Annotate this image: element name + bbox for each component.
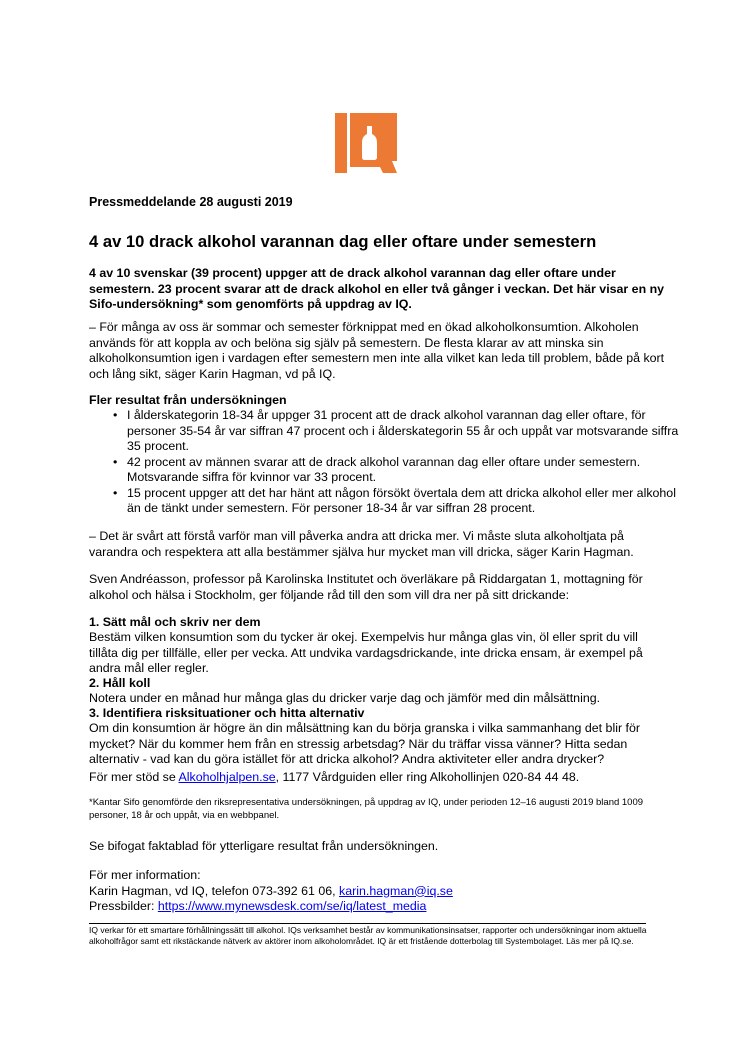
tip-2-title: 2. Håll koll (89, 676, 151, 690)
bullet-marker: • (113, 454, 118, 469)
list-item (89, 408, 679, 455)
survey-footnote: *Kantar Sifo genomförde den riksrepresentativa undersökningen, på uppdrag av IQ, under perioden 12–16 augusti 2019 bland 1009 personer, 18 år och uppåt, via en webbpanel. (89, 797, 644, 821)
quote-paragraph-1: – För många av oss är sommar och semester förknippat med en ökad alkoholkonsumtion. Alkoholen används för att koppla av och belöna sig själv på semestern. De flesta klarar av att minska sin alkoholkonsumtion igen i vardagen efter semestern men inte alla vilket kan leda till problem, både på kort och lång sikt, säger Karin Hagman, vd på IQ. (89, 320, 665, 381)
list-item-text: I ålderskategorin 18-34 år uppger 31 procent att de drack alkohol varannan dag eller oftare, för personer 35-54 år var siffran 47 procent och i ålderskategorin 55 år och uppåt var motsvarande siffra 35 procent. (127, 408, 679, 453)
tip-1-title: 1. Sätt mål och skriv ner dem (89, 615, 261, 629)
contact-heading: För mer information: (89, 868, 201, 882)
list-item-text: 42 procent av männen svarar att de drack alkohol varannan dag eller oftare under semestern. Motsvarande siffra för kvinnor var 33 procent. (127, 454, 641, 484)
alkoholhjalpen-link[interactable]: Alkoholhjalpen.se (178, 770, 276, 784)
bullet-marker: • (113, 485, 118, 500)
headline: 4 av 10 drack alkohol varannan dag eller oftare under semestern (89, 232, 597, 251)
press-images-line (89, 899, 669, 915)
support-paragraph (89, 770, 669, 786)
contact-email-link[interactable]: karin.hagman@iq.se (339, 883, 453, 898)
footer-divider (89, 923, 646, 924)
support-text-before: För mer stöd se (89, 770, 179, 784)
list-item (89, 455, 679, 486)
iq-logo (335, 112, 397, 174)
tip-1-text: Bestäm vilken konsumtion som du tycker är okej. Exempelvis hur många glas vin, öl eller sprit du vill tillåta dig per tillfälle, eller per vecka. Att undvika vardagsdrickande, inte dricka ensam, är exempel på andra mål eller regler. (89, 630, 643, 675)
results-list (89, 408, 679, 517)
contact-person-line (89, 884, 669, 900)
lead-paragraph: 4 av 10 svenskar (39 procent) uppger att de drack alkohol varannan dag eller oftare under semestern. 23 procent svarar att de drack alkohol en eller två gånger i veckan. Det här visar en ny Sifo-undersökning* som genomförts på uppdrag av IQ. (89, 266, 665, 311)
tip-2-text: Notera under en månad hur många glas du dricker varje dag och jämför med din målsättning. (89, 691, 601, 705)
quote-paragraph-2: – Det är svårt att förstå varför man vill påverka andra att dricka mer. Vi måste sluta alkoholtjata på varandra och respektera att alla bestämmer själva hur mycket man vill dricka, säger Karin Hagman. (89, 529, 634, 559)
attachment-note: Se bifogat faktablad för ytterligare resultat från undersökningen. (89, 839, 439, 853)
footer-about-iq: IQ verkar för ett smartare förhållningssätt till alkohol. IQs verksamhet består av kommunikationsinsatser, rapporter och undersökningar inom aktuella alkoholfrågor samt ett rikstäckande nätverk av aktörer inom alkoholområdet. IQ är ett fristående dotterbolag till Systembolaget. Läs mer på IQ.se. (89, 925, 647, 946)
press-images-link[interactable]: https://www.mynewsdesk.com/se/iq/latest_media (157, 899, 427, 913)
dateline: Pressmeddelande 28 augusti 2019 (89, 195, 293, 209)
list-item-text: 15 procent uppger att det har hänt att någon försökt övertala dem att dricka alkohol eller mer alkohol än de tänkt under semestern. För personer 18-34 år var siffran 28 procent. (127, 485, 676, 515)
bullet-marker: • (113, 408, 118, 422)
contact-person: Karin Hagman, vd IQ, telefon 073-392 61 06, (89, 883, 340, 898)
advisor-paragraph: Sven Andréasson, professor på Karolinska Institutet och överläkare på Riddargatan 1, mottagning för alkohol och hälsa i Stockholm, ger följande råd till den som vill dra ner på sitt drickande: (89, 572, 643, 602)
list-item (89, 486, 679, 517)
results-heading: Fler resultat från undersökningen (89, 393, 287, 407)
support-text-after: , 1177 Vårdguiden eller ring Alkohollinjen 020-84 44 48. (275, 770, 580, 784)
tip-3-text: Om din konsumtion är högre än din målsättning kan du börja granska i vilka sammanhang det blir för mycket? När du kommer hem från en stressig arbetsdag? När du träffar vissa vänner? Hitta sedan alternativ - vad kan du göra istället för att dricka alkohol? Andra aktiviteter eller andra drycker? (89, 721, 640, 766)
contact-block (89, 868, 669, 915)
press-images-label: Pressbilder: (89, 899, 158, 913)
tip-3-title: 3. Identifiera risksituationer och hitta alternativ (89, 706, 365, 720)
